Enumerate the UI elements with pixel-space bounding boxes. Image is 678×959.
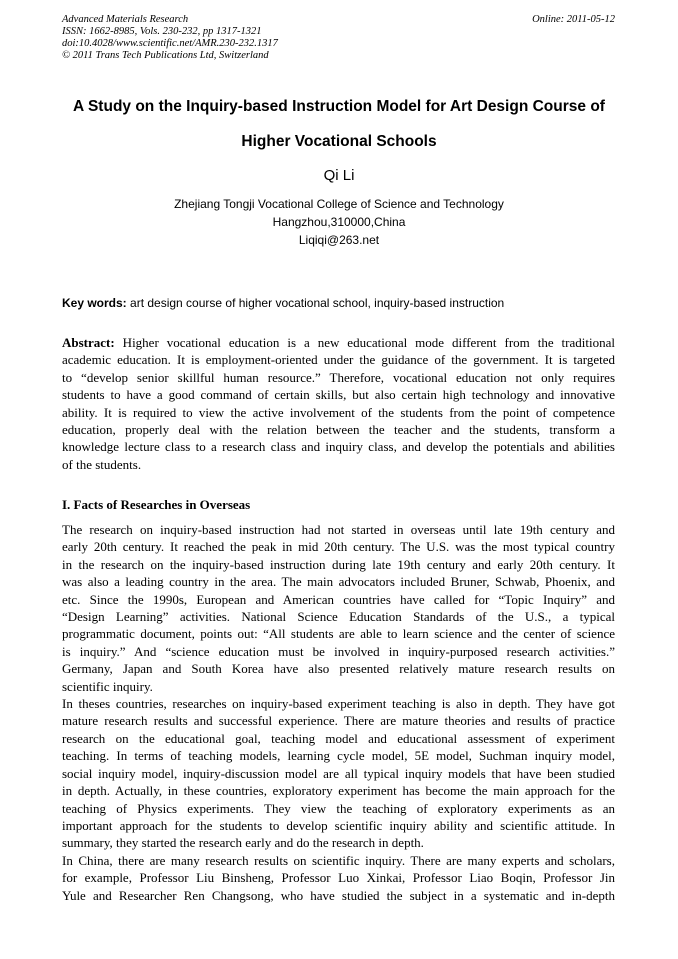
text-line: Yule and Researcher Ren Changsong, who have studied the subject in a systematic and in-depth bbox=[62, 887, 615, 903]
text-line: in depth. Actually, in these countries, exploratory experiment has become the main approach for the bbox=[62, 783, 615, 799]
body-text bbox=[62, 521, 615, 904]
doi: doi:10.4028/www.scientific.net/AMR.230-232.1317 bbox=[62, 38, 278, 49]
address: Hangzhou,310000,China bbox=[272, 215, 406, 229]
text-line: social inquiry model, inquiry-discussion model are all typical inquiry models that have been studied bbox=[62, 765, 615, 781]
abstract-line: to “develop senior skillful human resource.” Therefore, vocational education not only requires bbox=[62, 369, 615, 385]
text-line: teaching. In terms of teaching models, learning cycle model, 5E model, Suchman inquiry model, bbox=[62, 748, 615, 764]
paper-title bbox=[40, 89, 638, 159]
text-line: is inquiry.” And “science education must be involved in inquiry-purposed research activities.” bbox=[62, 643, 615, 659]
copyright: © 2011 Trans Tech Publications Ltd, Switzerland bbox=[62, 50, 269, 61]
affiliation bbox=[0, 195, 678, 249]
abstract bbox=[62, 334, 615, 473]
title-line: A Study on the Inquiry-based Instruction Model for Art Design Course of bbox=[73, 98, 605, 115]
abstract-line: academic education. It is employment-oriented under the guidance of the government. It is targeted bbox=[62, 352, 615, 368]
abstract-line: knowledge lecture class to a research class and inquiry class, and develop the potentials and abilities bbox=[62, 439, 615, 455]
text-line: Germany, Japan and South Korea have also presented relatively mature research results on bbox=[62, 661, 615, 677]
abstract-line: of the students. bbox=[62, 456, 142, 472]
text-line: early 20th century. It reached the peak in mid 20th century. The U.S. was the most typical country bbox=[62, 539, 615, 555]
journal-name: Advanced Materials Research bbox=[62, 14, 189, 25]
keywords-label: Key words: bbox=[62, 296, 127, 310]
keywords bbox=[62, 296, 616, 310]
paragraph bbox=[62, 695, 615, 852]
online-date: Online: 2011-05-12 bbox=[532, 14, 615, 25]
section-heading: I. Facts of Researches in Overseas bbox=[62, 497, 251, 512]
paragraph bbox=[62, 852, 615, 904]
text-line: programmatic document, points out: “All students are able to learn science and the center of science bbox=[62, 626, 615, 642]
text-line: in the research on the inquiry-based instruction during late 19th century and early 20th century. It bbox=[62, 556, 615, 572]
email: Liqiqi@263.net bbox=[298, 233, 380, 247]
text-line: In China, there are many research results on scientific inquiry. There are many experts and scholars, bbox=[62, 852, 615, 868]
text-line: important approach for the students to develop scientific inquiry ability and scientific attitude. In bbox=[62, 817, 615, 833]
abstract-line: students to have a good command of certain skills, but also certain high technology and innovative bbox=[62, 387, 615, 403]
text-line: scientific inquiry. bbox=[62, 678, 153, 694]
abstract-label: Abstract: bbox=[62, 335, 115, 350]
text-line: mature research results and successful experience. There are mature theories and results of practice bbox=[62, 713, 615, 729]
keywords-text: art design course of higher vocational school, inquiry-based instruction bbox=[126, 296, 505, 310]
abstract-line: ability. It is required to view the active involvement of the students from the point of competence bbox=[62, 404, 615, 420]
text-line: research on the educational goal, teaching model and educational assessment of experiment bbox=[62, 730, 615, 746]
author: Qi Li bbox=[323, 167, 355, 184]
text-line: etc. Since the 1990s, European and American countries have called for “Topic Inquiry” and bbox=[62, 591, 615, 607]
text-line: was also a leading country in the area. The main advocators included Bruner, Schwab, Phoenix, and bbox=[62, 574, 615, 590]
text-line: “Design Learning” activities. National Science Education Standards of the U.S., a typical bbox=[62, 609, 615, 625]
title-line: Higher Vocational Schools bbox=[241, 133, 437, 150]
text-line: teaching of Physics experiments. They view the teaching of exploratory experiments as an bbox=[62, 800, 615, 816]
text-line: for example, Professor Liu Binsheng, Professor Luo Xinkai, Professor Liao Boqin, Professor Jin bbox=[62, 870, 615, 886]
paragraph bbox=[62, 521, 615, 695]
text-line: The research on inquiry-based instruction had not started in overseas until late 19th century and bbox=[62, 522, 615, 537]
text-line: In theses countries, researches on inquiry-based experiment teaching is also in depth. They have got bbox=[62, 696, 615, 712]
institution: Zhejiang Tongji Vocational College of Science and Technology bbox=[174, 197, 504, 211]
text-line: summary, they started the research early and do the research in depth. bbox=[62, 835, 424, 851]
issn: ISSN: 1662-8985, Vols. 230-232, pp 1317-1321 bbox=[62, 26, 262, 37]
abstract-line: education, properly deal with the relation between the teacher and the students, transform a bbox=[62, 422, 615, 438]
abstract-line: Abstract: Higher vocational education is a new educational mode different from the traditional bbox=[62, 335, 615, 350]
journal-header bbox=[62, 14, 615, 62]
